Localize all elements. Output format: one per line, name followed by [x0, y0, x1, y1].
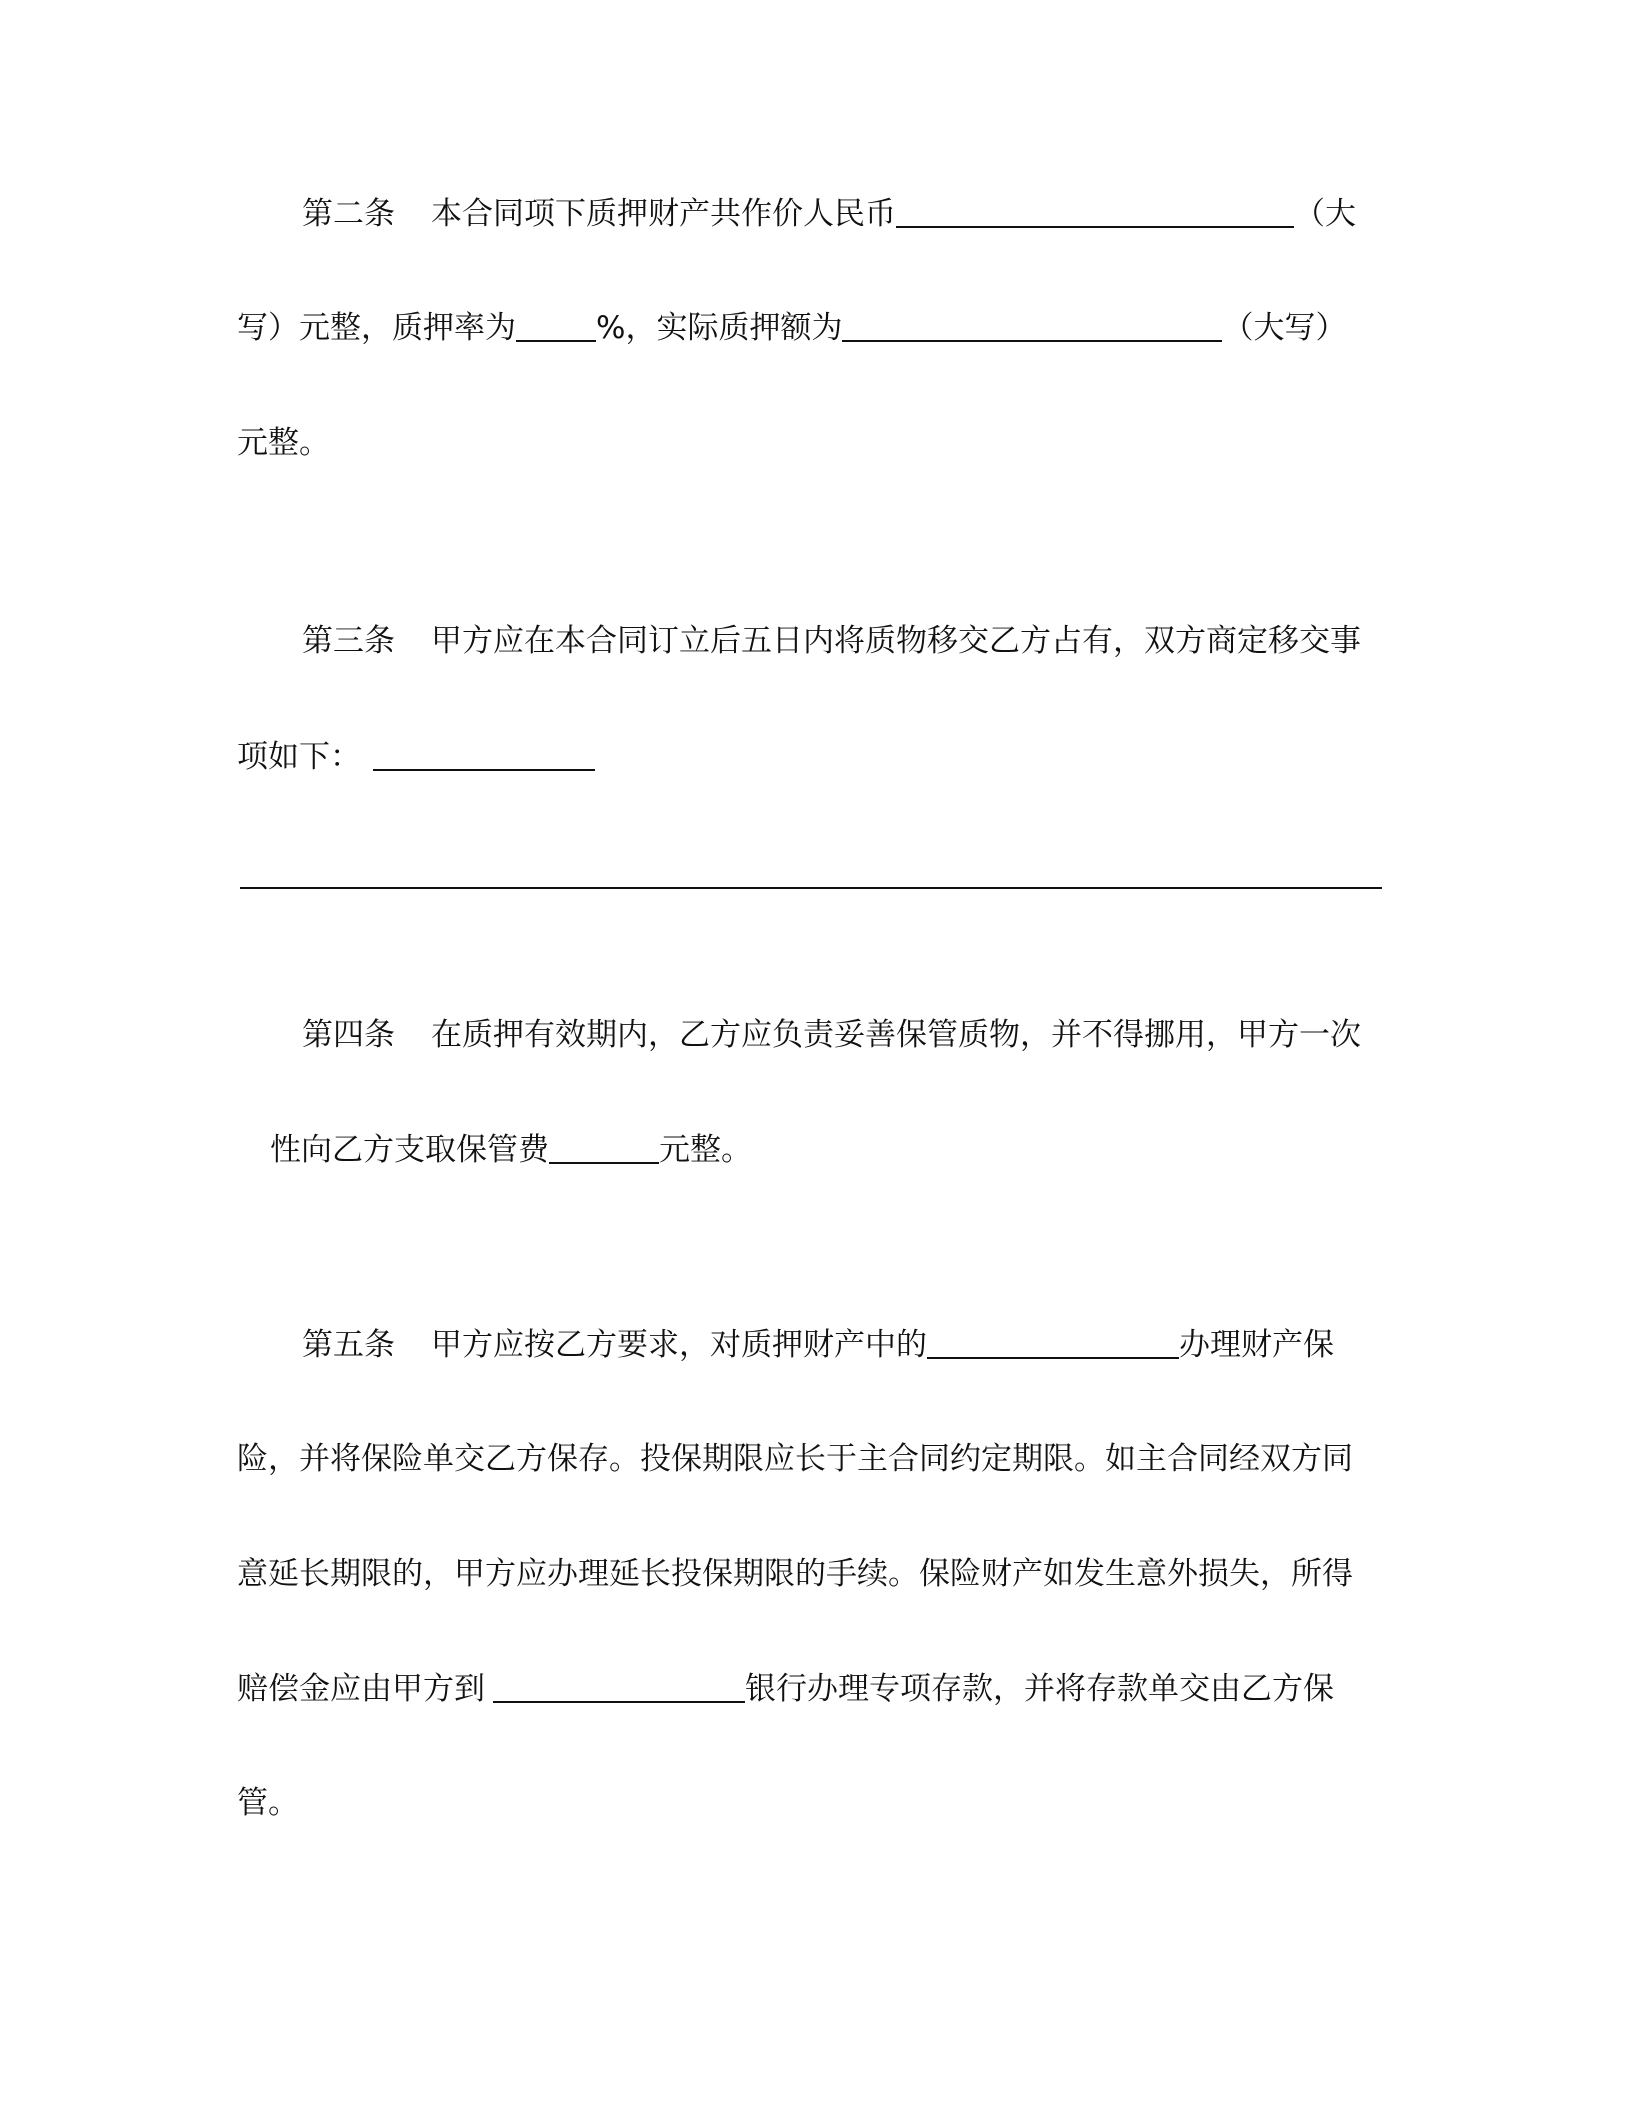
clause-3-line-1: [302, 616, 1361, 666]
pledge-rate-blank[interactable]: [516, 306, 596, 342]
clause-2-line-3: [237, 418, 330, 468]
clause-5-text: 办理财产保: [1179, 1327, 1334, 1363]
clause-3-label: 第三条: [302, 623, 395, 659]
clause-2-text: 本合同项下质押财产共作价人民币: [431, 196, 896, 232]
actual-pledge-amount-blank[interactable]: [842, 306, 1222, 342]
clause-4-text: 性向乙方支取保管费: [270, 1132, 549, 1168]
clause-4-line-1: [302, 1010, 1361, 1060]
bank-name-blank[interactable]: [493, 1667, 745, 1703]
clause-2-text: %，实际质押额为: [596, 310, 843, 346]
clause-2-text: （大: [1294, 196, 1356, 232]
clause-5-text: 管。: [237, 1785, 299, 1821]
clause-3-line-2: [237, 732, 595, 782]
clause-5-line-4: [237, 1664, 1334, 1714]
clause-5-label: 第五条: [302, 1327, 395, 1363]
clause-2-text: （大写）: [1222, 310, 1347, 346]
clause-4-line-2: [270, 1125, 752, 1175]
transfer-matters-blank[interactable]: [373, 735, 595, 771]
clause-2-text: 写）元整，质押率为: [237, 310, 516, 346]
clause-2-line-1: [302, 189, 1356, 239]
valuation-amount-blank[interactable]: [896, 192, 1294, 228]
clause-4-text: 元整。: [659, 1132, 752, 1168]
clause-5-text: 险，并将保险单交乙方保存。投保期限应长于主合同约定期限。如主合同经双方同: [237, 1441, 1353, 1477]
clause-2-text: 元整。: [237, 425, 330, 461]
clause-5-line-2: [237, 1434, 1353, 1484]
clause-2-line-2: [237, 303, 1346, 353]
clause-3-text: 甲方应在本合同订立后五日内将质物移交乙方占有，双方商定移交事: [431, 623, 1361, 659]
clause-5-text: 赔偿金应由甲方到: [237, 1671, 485, 1707]
insured-property-blank[interactable]: [927, 1323, 1179, 1359]
transfer-matters-line[interactable]: [240, 887, 1382, 889]
clause-5-text: 意延长期限的，甲方应办理延长投保期限的手续。保险财产如发生意外损失，所得: [237, 1556, 1353, 1592]
clause-4-label: 第四条: [302, 1017, 395, 1053]
clause-5-text: 银行办理专项存款，并将存款单交由乙方保: [745, 1671, 1334, 1707]
clause-3-text: 项如下：: [237, 739, 361, 775]
clause-5-line-1: [302, 1320, 1334, 1370]
clause-4-text: 在质押有效期内，乙方应负责妥善保管质物，并不得挪用，甲方一次: [431, 1017, 1361, 1053]
custody-fee-blank[interactable]: [549, 1128, 659, 1164]
clause-5-text: 甲方应按乙方要求，对质押财产中的: [431, 1327, 927, 1363]
clause-2-label: 第二条: [302, 196, 395, 232]
clause-5-line-5: [237, 1778, 299, 1828]
clause-5-line-3: [237, 1549, 1353, 1599]
